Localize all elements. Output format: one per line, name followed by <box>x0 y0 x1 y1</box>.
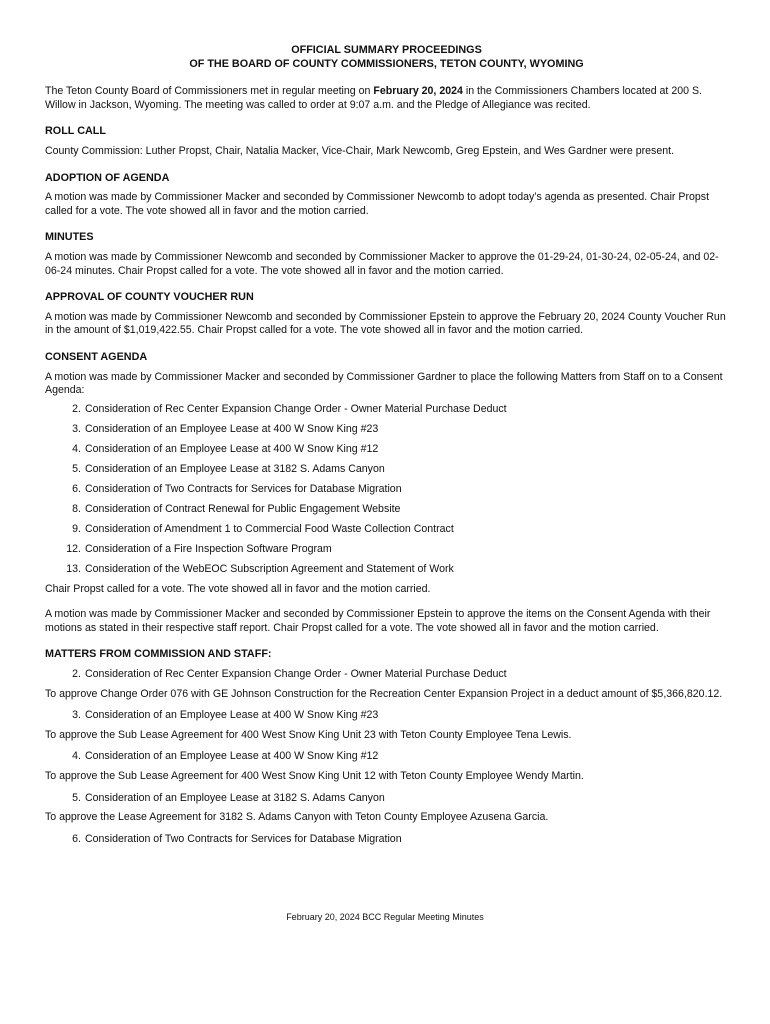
item-number: 4. <box>72 442 81 455</box>
voucher-heading: APPROVAL OF COUNTY VOUCHER RUN <box>45 291 254 304</box>
item-number: 3. <box>72 709 81 722</box>
agenda-text: A motion was made by Commissioner Macker and seconded by Commissioner Newcomb to adopt today’s agenda as presented. Chair Propst called for a vote. The vote showed all in favor and the motion carried. <box>45 191 710 217</box>
matter-item-title <box>45 709 728 723</box>
item-text: Consideration of the WebEOC Subscription Agreement and Statement of Work <box>85 562 454 575</box>
list-item <box>45 543 728 563</box>
roll-call-heading: ROLL CALL <box>45 125 106 138</box>
item-text: Consideration of Two Contracts for Services for Database Migration <box>85 482 402 495</box>
intro-paragraph <box>45 85 728 112</box>
item-text: Consideration of a Fire Inspection Software Program <box>85 542 332 555</box>
list-item <box>45 523 728 543</box>
item-text: Consideration of Amendment 1 to Commercial Food Waste Collection Contract <box>85 522 454 535</box>
consent-items-list <box>45 403 728 583</box>
minutes-heading: MINUTES <box>45 231 94 244</box>
consent-approval-text: A motion was made by Commissioner Macker and seconded by Commissioner Epstein to approve the items on the Consent Agenda with their motions as stated in their respective staff report. Chair Propst called for a vote. The vote showed all in favor and the motion carried. <box>45 608 711 634</box>
list-item <box>45 463 728 483</box>
minutes-text: A motion was made by Commissioner Newcomb and seconded by Commissioner Macker to approve the 01-29-24, 01-30-24, 02-05-24, and 02-06-24 minutes. Chair Propst called for a vote. The vote showed all in favor and the motion carried. <box>45 250 719 277</box>
matter-item-title <box>45 668 728 682</box>
matter-title: Consideration of an Employee Lease at 3182 S. Adams Canyon <box>85 791 385 804</box>
roll-call-text: County Commission: Luther Propst, Chair, Natalia Macker, Vice-Chair, Mark Newcomb, Greg Epstein, and Wes Gardner were present. <box>45 144 675 157</box>
item-number: 9. <box>72 522 81 535</box>
list-item <box>45 423 728 443</box>
item-number: 4. <box>72 750 81 763</box>
item-number: 6. <box>72 832 81 845</box>
matter-motion-text: To approve Change Order 076 with GE Johnson Construction for the Recreation Center Expansion Project in a deduct amount of $5,366,820.12. <box>45 687 723 700</box>
list-item <box>45 503 728 523</box>
consent-heading: CONSENT AGENDA <box>45 350 148 363</box>
item-number: 2. <box>72 668 81 681</box>
item-number: 2. <box>72 402 81 415</box>
list-item <box>45 403 728 423</box>
list-item <box>45 563 728 583</box>
item-text: Consideration of an Employee Lease at 400 W Snow King #12 <box>85 442 379 455</box>
matter-title: Consideration of Two Contracts for Services for Database Migration <box>85 832 402 845</box>
matter-title: Consideration of an Employee Lease at 400 W Snow King #23 <box>85 709 379 722</box>
item-number: 8. <box>72 502 81 515</box>
voucher-text: A motion was made by Commissioner Newcomb and seconded by Commissioner Epstein to approve the February 20, 2024 County Voucher Run in the amount of $1,019,422.55. Chair Propst called for a vote. The vote showed all in favor and the motion carried. <box>45 310 726 337</box>
matter-title: Consideration of Rec Center Expansion Change Order - Owner Material Purchase Deduct <box>85 668 507 681</box>
item-text: Consideration of an Employee Lease at 400 W Snow King #23 <box>85 422 379 435</box>
item-text: Consideration of an Employee Lease at 3182 S. Adams Canyon <box>85 462 385 475</box>
intro-before: The Teton County Board of Commissioners met in regular meeting on <box>45 85 374 98</box>
page-footer: February 20, 2024 BCC Regular Meeting Minutes <box>286 912 484 922</box>
matter-item-title <box>45 792 728 806</box>
matter-motion-text: To approve the Sub Lease Agreement for 400 West Snow King Unit 23 with Teton County Employee Tena Lewis. <box>45 728 572 741</box>
item-text: Consideration of Contract Renewal for Public Engagement Website <box>85 502 401 515</box>
document-title <box>45 44 728 71</box>
consent-vote-text: Chair Propst called for a vote. The vote showed all in favor and the motion carried. <box>45 582 431 595</box>
matter-item-title <box>45 833 728 847</box>
list-item <box>45 483 728 503</box>
matters-heading: MATTERS FROM COMMISSION AND STAFF: <box>45 648 272 661</box>
title-line-2: OF THE BOARD OF COUNTY COMMISSIONERS, TETON COUNTY, WYOMING <box>189 57 584 70</box>
agenda-heading: ADOPTION OF AGENDA <box>45 171 170 184</box>
document-page <box>45 44 728 852</box>
item-number: 12. <box>66 542 81 555</box>
item-number: 5. <box>72 791 81 804</box>
item-text: Consideration of Rec Center Expansion Change Order - Owner Material Purchase Deduct <box>85 402 507 415</box>
item-number: 6. <box>72 482 81 495</box>
matter-item-title <box>45 750 728 764</box>
item-number: 13. <box>66 562 81 575</box>
item-number: 5. <box>72 462 81 475</box>
matter-motion-text: To approve the Lease Agreement for 3182 S. Adams Canyon with Teton County Employee Azusena Garcia. <box>45 811 549 824</box>
item-number: 3. <box>72 422 81 435</box>
matter-motion-text: To approve the Sub Lease Agreement for 400 West Snow King Unit 12 with Teton County Employee Wendy Martin. <box>45 770 584 783</box>
intro-after: in the Commissioners Chambers located at 200 S. Willow in Jackson, Wyoming. The meeting was called to order at 9:07 a.m. and the Pledge of Allegiance was recited. <box>45 85 702 111</box>
consent-intro: A motion was made by Commissioner Macker and seconded by Commissioner Gardner to place the following Matters from Staff on to a Consent Agenda: <box>45 370 723 397</box>
meeting-date: February 20, 2024 <box>373 85 463 98</box>
list-item <box>45 443 728 463</box>
matter-title: Consideration of an Employee Lease at 400 W Snow King #12 <box>85 750 379 763</box>
title-line-1: OFFICIAL SUMMARY PROCEEDINGS <box>291 44 482 56</box>
